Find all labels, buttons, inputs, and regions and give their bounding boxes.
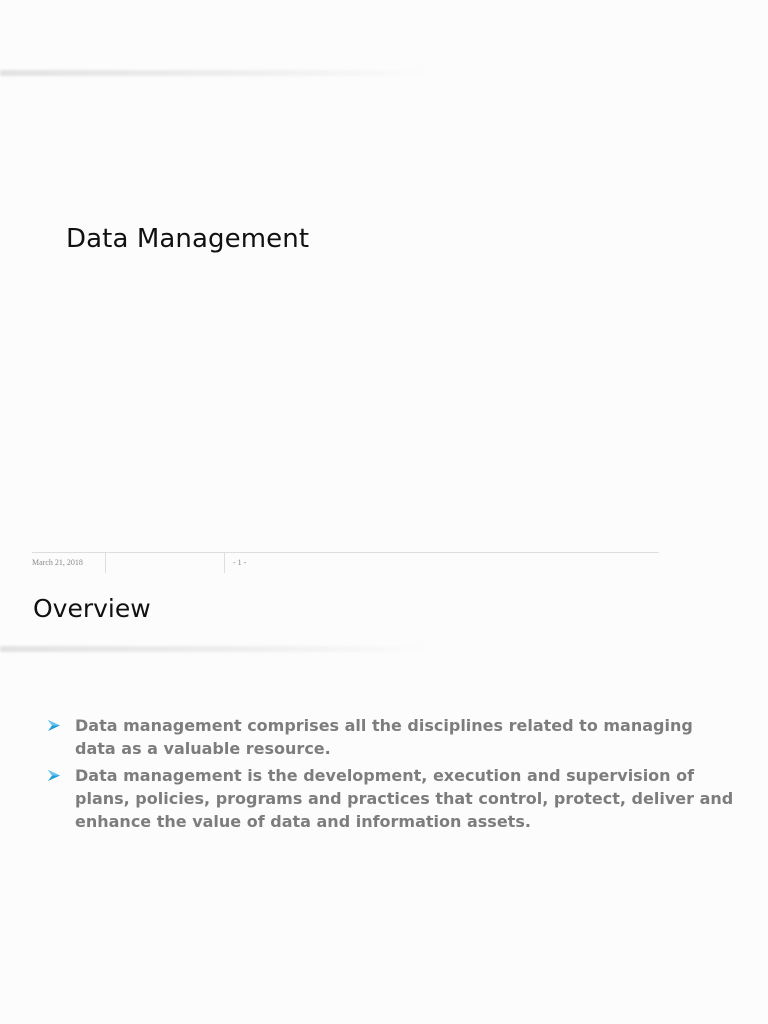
bullet-text: Data management comprises all the disciplines related to managing data as a valuable resource. [75, 716, 693, 758]
slide-footer [32, 552, 659, 573]
slide-title: Data Management [66, 224, 310, 254]
arrow-bullet-icon [47, 719, 61, 732]
footer-separator [105, 553, 106, 573]
bullet-list [45, 714, 735, 837]
header-shadow-divider [0, 70, 430, 76]
list-item [45, 764, 735, 833]
arrow-bullet-icon [47, 769, 61, 782]
footer-separator [224, 553, 225, 573]
heading-shadow-divider [0, 646, 430, 652]
overview-heading: Overview [33, 594, 151, 623]
footer-page-number: - 1 - [233, 558, 247, 567]
bullet-text: Data management is the development, execution and supervision of plans, policies, programs and practices that control, protect, deliver and enhance the value of data and information assets. [75, 766, 734, 831]
footer-date: March 21, 2018 [32, 558, 83, 567]
list-item [45, 714, 735, 760]
